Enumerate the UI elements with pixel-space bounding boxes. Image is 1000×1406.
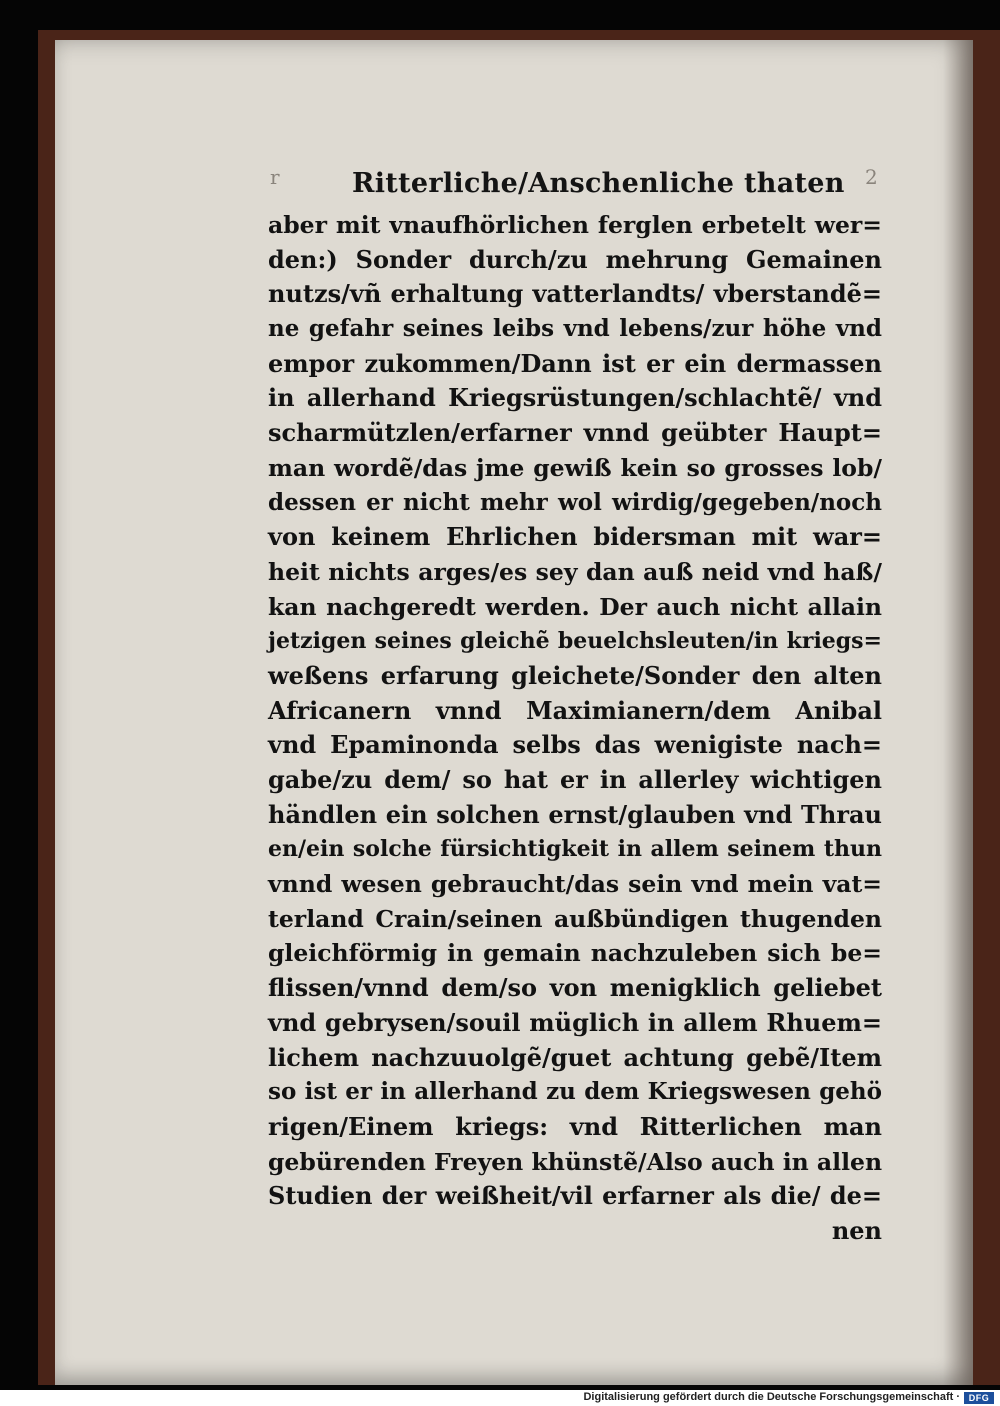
text-line: vnnd wesen gebraucht/das sein vnd mein vat=: [268, 870, 882, 899]
text-line: von keinem Ehrlichen bidersman mit war=: [268, 522, 882, 552]
text-line: rigen/Einem kriegs: vnd Ritterlichen man: [268, 1111, 882, 1141]
text-line: nutzs/vñ erhaltung vatterlandts/ vberstandẽ=: [268, 279, 882, 309]
text-line: flissen/vnnd dem/so von menigklich geliebet: [268, 973, 882, 1003]
text-line: gebürenden Freyen khünstẽ/Also auch in allen: [268, 1147, 883, 1176]
dfg-logo: DFG: [964, 1392, 994, 1404]
bleed-through-mark: r: [270, 165, 280, 189]
text-line: den:) Sonder durch/zu mehrung Gemainen: [268, 244, 882, 274]
text-line: vnd gebrysen/souil müglich in allem Rhuem=: [268, 1007, 882, 1037]
text-line: lichem nachzuuolgẽ/guet achtung gebẽ/Item: [268, 1042, 882, 1072]
running-head: Ritterliche/Anschenliche thaten: [352, 168, 845, 199]
text-line: jetzigen seines gleichẽ beuelchsleuten/in kriegs=: [268, 628, 882, 655]
text-line: Africanern vnnd Maximianern/dem Anibal: [268, 695, 882, 725]
text-line: en/ein solche fürsichtigkeit in allem seinem thun: [268, 836, 882, 863]
text-line: kan nachgeredt werden. Der auch nicht allain: [268, 592, 882, 621]
text-line: dessen er nicht mehr wol wirdig/gegeben/noch: [268, 488, 882, 516]
text-line: empor zukommen/Dann ist er ein dermassen: [268, 348, 882, 378]
page-gutter-shadow: [943, 40, 973, 1385]
text-line: ne gefahr seines leibs vnd lebens/zur höhe vnd: [268, 315, 882, 343]
body-text: [268, 208, 882, 1249]
text-line: aber mit vnaufhörlichen ferglen erbetelt wer=: [268, 211, 882, 239]
text-line: gabe/zu dem/ so hat er in allerley wichtigen: [268, 765, 882, 794]
text-line: scharmützlen/erfarner vnnd geübter Haupt=: [268, 418, 882, 448]
text-line: händlen ein solchen ernst/glauben vnd Thrau: [268, 799, 882, 829]
text-line: weßens erfarung gleichete/Sonder den alten: [268, 660, 882, 690]
text-line: terland Crain/seinen außbündigen thugenden: [268, 904, 882, 933]
text-line: vnd Epaminonda selbs das wenigiste nach=: [268, 730, 882, 760]
footer-credit: Digitalisierung gefördert durch die Deutsche Forschungsgemeinschaft ·: [583, 1391, 960, 1403]
text-line: man wordẽ/das jme gewiß kein so grosses lob/: [268, 453, 882, 482]
text-line: Studien der weißheit/vil erfarner als die/ de=: [268, 1181, 882, 1211]
text-line: heit nichts arges/es sey dan auß neid vnd haß/: [268, 557, 882, 586]
catchword: nen: [831, 1215, 882, 1245]
text-line: in allerhand Kriegsrüstungen/schlachtẽ/ vnd: [268, 383, 882, 413]
text-line: gleichförmig in gemain nachzuleben sich be=: [268, 939, 882, 968]
bleed-through-mark: 2: [865, 165, 878, 189]
text-line: so ist er in allerhand zu dem Kriegswesen gehö: [268, 1078, 882, 1106]
